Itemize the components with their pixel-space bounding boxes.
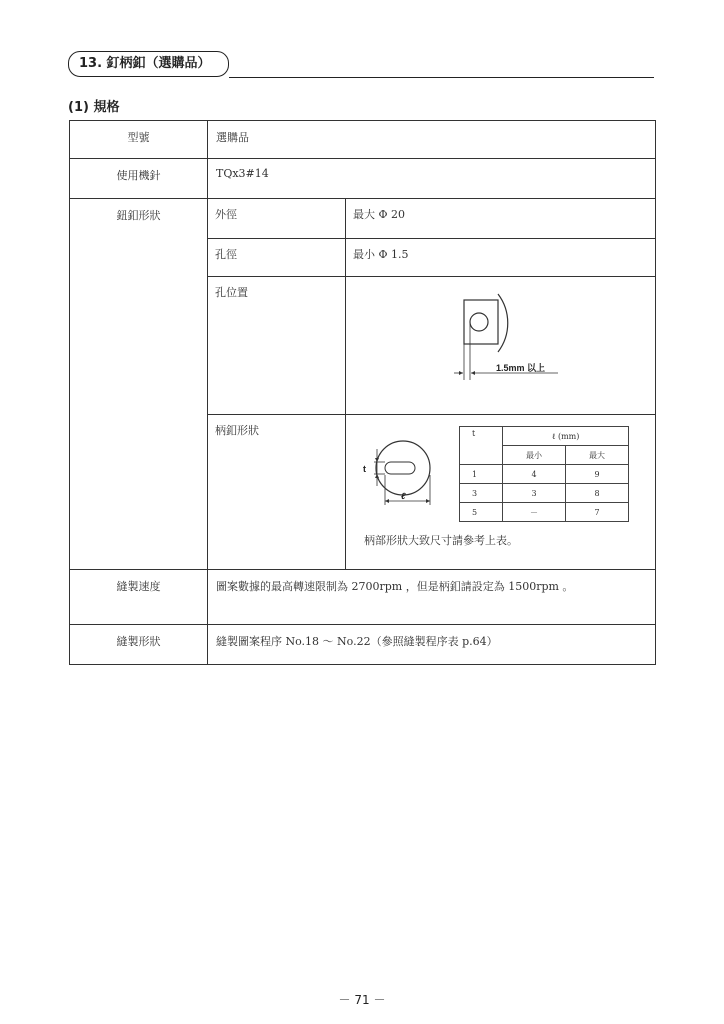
table-row [460, 465, 629, 484]
table-cell-t: 1 [460, 465, 503, 484]
hole-pos-label: 孔位置 [208, 277, 346, 415]
row-outer-dia [70, 199, 656, 239]
table-cell-min: 4 [503, 465, 566, 484]
hole-position-illustration [346, 277, 656, 411]
row-needle [70, 159, 656, 199]
t-column-header: t [460, 427, 503, 465]
model-value: 選購品 [208, 121, 656, 159]
stitch-value: 縫製圖案程序 No.18 ～ No.22（參照縫製程序表 p.64） [208, 625, 656, 665]
min-header: 最小 [503, 446, 566, 465]
model-label: 型號 [70, 121, 208, 159]
row-speed [70, 570, 656, 625]
row-stitch [70, 625, 656, 665]
section-rule [229, 77, 654, 78]
outer-dia-value: 最大 Φ 20 [346, 199, 656, 239]
shank-note: 柄部形狀大致尺寸請參考上表。 [364, 534, 518, 547]
hole-pos-diagram [346, 277, 656, 415]
subsection-title: (1) 規格 [68, 100, 120, 115]
shank-shape-label: 柄釦形狀 [208, 415, 346, 570]
speed-label: 縫製速度 [70, 570, 208, 625]
stitch-label: 縫製形狀 [70, 625, 208, 665]
l-column-header: ℓ (mm) [503, 427, 629, 446]
needle-value: TQx3#14 [208, 159, 656, 199]
table-cell-max: 7 [566, 503, 629, 522]
table-cell-min: － [503, 503, 566, 522]
outer-dia-label: 外徑 [208, 199, 346, 239]
spec-table [69, 120, 656, 665]
table-cell-max: 9 [566, 465, 629, 484]
needle-label: 使用機針 [70, 159, 208, 199]
page-number: － 71 － [338, 993, 386, 1007]
button-shape-label: 鈕釦形狀 [70, 199, 208, 570]
hole-dia-label: 孔徑 [208, 239, 346, 277]
shank-shape-diagram [346, 415, 656, 570]
section-title: 13. 釘柄釦（選購品） [68, 51, 229, 77]
max-header: 最大 [566, 446, 629, 465]
table-cell-max: 8 [566, 484, 629, 503]
hole-dia-value: 最小 Φ 1.5 [346, 239, 656, 277]
row-model [70, 121, 656, 159]
table-cell-t: 3 [460, 484, 503, 503]
hole-position-dimension: 1.5mm 以上 [496, 363, 546, 373]
table-row [460, 503, 629, 522]
table-cell-t: 5 [460, 503, 503, 522]
shank-dimension-table [459, 426, 629, 522]
l-label: ℓ [401, 491, 406, 501]
speed-value: 圖案數據的最高轉速限制為 2700rpm ，但是柄釦請設定為 1500rpm 。 [208, 570, 656, 625]
table-row [460, 484, 629, 503]
t-label: t [363, 464, 366, 474]
table-cell-min: 3 [503, 484, 566, 503]
